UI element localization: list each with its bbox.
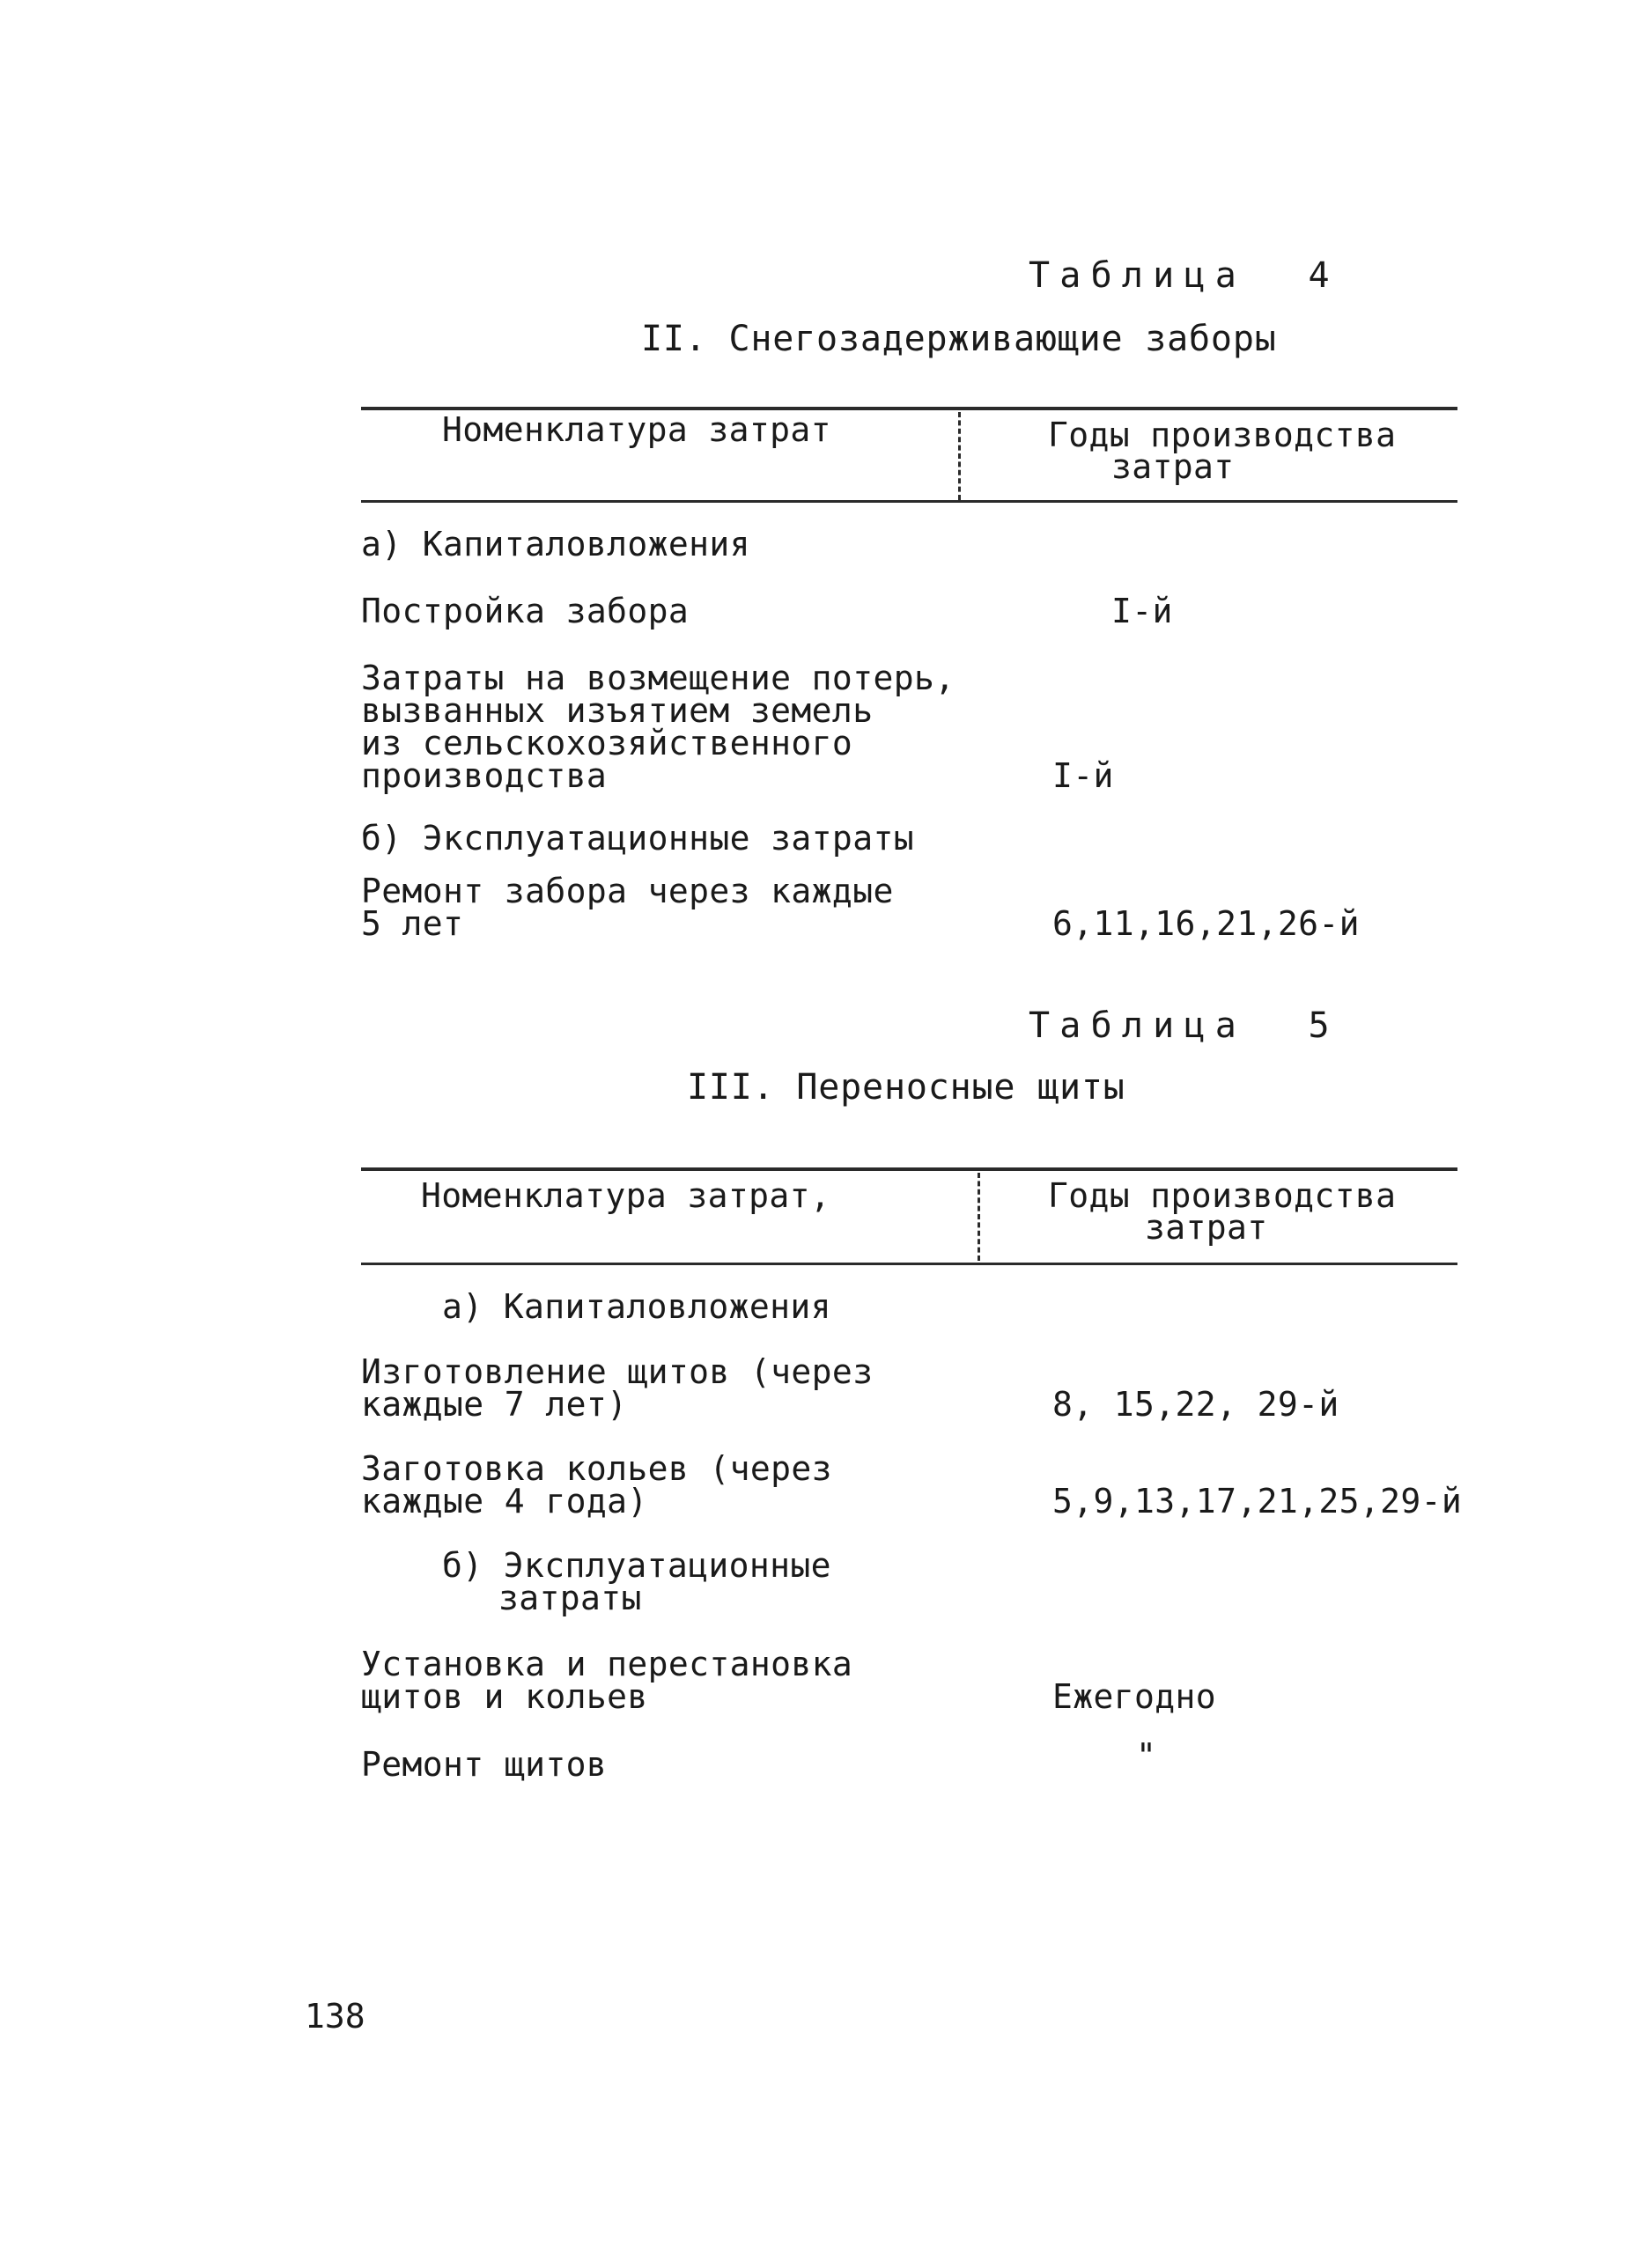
table-4-section-b: б) Эксплуатационные затраты [361, 819, 914, 858]
table-4-row3-line2: 5 лет [361, 904, 464, 943]
table-4-row2-line4: производства [361, 756, 608, 795]
table-5-row4-name: Ремонт щитов [361, 1745, 608, 1784]
table-4-row2-line3: из сельскохозяйственного [361, 724, 853, 762]
table-5-row1-line2: каждые 7 лет) [361, 1385, 628, 1424]
table-5-header-col2-line1: Годы производства [1048, 1176, 1397, 1215]
table-5-row3-line2: щитов и кольев [361, 1677, 648, 1716]
table-5-header-col1: Номенклатура затрат, [421, 1176, 831, 1215]
table-4-section-a: а) Капиталовложения [361, 525, 750, 563]
table-4-header-col2-line1: Годы производства [1048, 416, 1397, 454]
table-4-row3-years: 6,11,16,21,26-й [1052, 904, 1360, 943]
table-5-row1-years: 8, 15,22, 29-й [1052, 1385, 1339, 1424]
table-5-row1-line1: Изготовление щитов (через [361, 1352, 874, 1391]
table-4-header-col1: Номенклатура затрат [442, 410, 831, 449]
table-5-header-col2-line2: затрат [1145, 1208, 1268, 1247]
table-4-header-col2-line2: затрат [1111, 447, 1235, 486]
table-5-row3-years: Ежегодно [1052, 1677, 1217, 1716]
table-4-header-rule [361, 500, 1457, 503]
table-5-row2-line1: Заготовка кольев (через [361, 1449, 832, 1488]
table-5-row4-years: " [1136, 1736, 1157, 1775]
table-5-section-b-line1: б) Эксплуатационные [442, 1546, 831, 1585]
table-5-label: Таблица 5 [1029, 1005, 1339, 1046]
table-4-row2-line2: вызванных изъятием земель [361, 691, 874, 730]
table-4-row3-line1: Ремонт забора через каждые [361, 872, 894, 910]
table-5-row2-line2: каждые 4 года) [361, 1482, 648, 1521]
table-4-column-divider [958, 412, 961, 500]
page-number: 138 [305, 1997, 365, 2036]
table-5-title: III. Переносные щиты [687, 1067, 1125, 1108]
table-5-header-rule [361, 1263, 1457, 1265]
table-4-title: II. Снегозадерживающие заборы [641, 319, 1277, 359]
table-5-section-b-line2: затраты [498, 1579, 642, 1617]
table-4-row1-name: Постройка забора [361, 592, 690, 630]
table-5-column-divider [978, 1173, 980, 1261]
table-5-row2-years: 5,9,13,17,21,25,29-й [1052, 1482, 1463, 1521]
table-4-row2-years: I-й [1052, 756, 1114, 795]
table-5-section-a: а) Капиталовложения [442, 1287, 831, 1326]
table-4-row1-years: I-й [1111, 592, 1173, 630]
table-5-top-rule [361, 1167, 1457, 1171]
table-5-row3-line1: Установка и перестановка [361, 1645, 853, 1683]
table-4-row2-line1: Затраты на возмещение потерь, [361, 659, 956, 697]
table-4-label: Таблица 4 [1029, 255, 1339, 296]
